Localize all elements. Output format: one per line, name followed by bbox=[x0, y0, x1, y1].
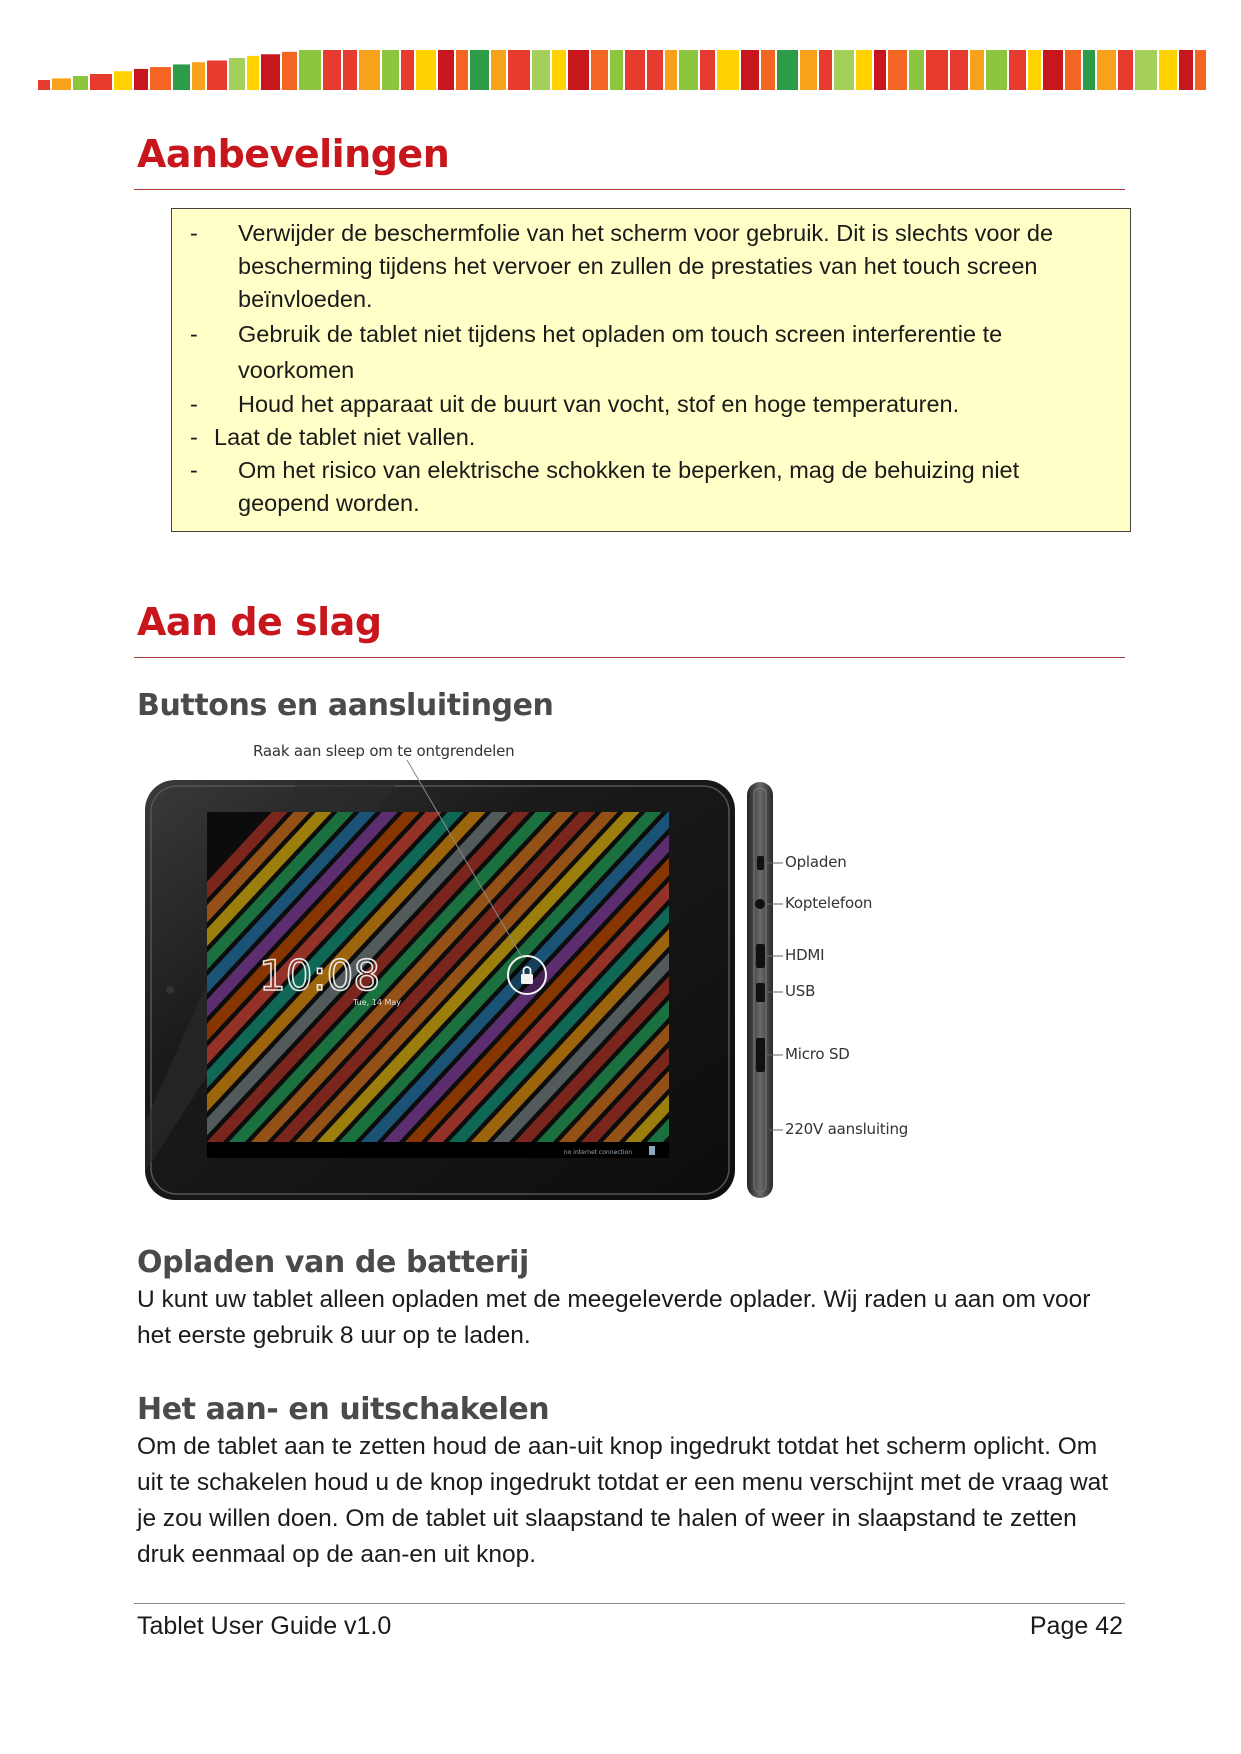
usb-port-icon bbox=[756, 983, 765, 1002]
stripe-bar bbox=[456, 50, 468, 90]
stripe-bar bbox=[1135, 50, 1157, 90]
stripe-bar bbox=[343, 50, 357, 90]
stripe-bar bbox=[1028, 50, 1041, 90]
stripe-bar bbox=[192, 62, 205, 90]
stripe-bar bbox=[856, 50, 872, 90]
dash: - bbox=[190, 424, 198, 450]
stripe-bar bbox=[777, 50, 798, 90]
list-item bbox=[172, 421, 1130, 454]
stripe-bar bbox=[52, 78, 71, 90]
list-item-text: Laat de tablet niet vallen. bbox=[214, 424, 476, 450]
buttons-heading: Buttons en aansluitingen bbox=[137, 688, 554, 723]
stripe-bar bbox=[1043, 50, 1063, 90]
stripe-bar bbox=[761, 50, 775, 90]
title-rule bbox=[134, 189, 1125, 190]
stripe-bar bbox=[591, 50, 608, 90]
stripe-bar bbox=[679, 50, 698, 90]
power-paragraph: Om de tablet aan te zetten houd de aan-uit knop ingedrukt totdat het scherm oplicht. Om uit te schakelen houd u de knop ingedrukt totdat er een menu verschijnt met de vraag wat je zou willen doen. Om de tablet uit slaapstand te halen of weer in slaapstand te zetten druk eenmaal op de aan-en uit knop. bbox=[137, 1433, 1109, 1568]
stripe-bar bbox=[610, 50, 623, 90]
stripe-bar bbox=[114, 71, 132, 90]
list-item bbox=[172, 388, 1130, 421]
stripe-bar bbox=[986, 50, 1007, 90]
camera-icon bbox=[166, 986, 174, 994]
stripe-bar bbox=[532, 50, 550, 90]
stripe-bar bbox=[1097, 50, 1116, 90]
stripe-bar bbox=[647, 50, 663, 90]
list-item bbox=[172, 454, 1130, 520]
charge-port-icon bbox=[757, 856, 764, 870]
footer-title: Tablet User Guide v1.0 bbox=[137, 1612, 392, 1640]
stripe-bar bbox=[1159, 50, 1177, 90]
stripe-bar bbox=[73, 76, 88, 90]
stripe-bar bbox=[717, 50, 739, 90]
port-label-koptelefoon: Koptelefoon bbox=[785, 894, 873, 912]
title-rule bbox=[134, 657, 1125, 658]
header-color-stripe bbox=[38, 50, 1206, 90]
stripe-bar bbox=[568, 50, 589, 90]
hdmi-port-icon bbox=[756, 944, 765, 968]
recommendations-title: Aanbevelingen bbox=[137, 132, 450, 176]
stripe-bar bbox=[134, 69, 148, 90]
stripe-bar bbox=[970, 50, 984, 90]
list-item bbox=[172, 316, 1130, 388]
stripe-bar bbox=[359, 50, 380, 90]
tablet-illustration bbox=[137, 742, 937, 1220]
stripe-bar bbox=[90, 74, 112, 90]
date-text: Tue, 14 May bbox=[353, 998, 402, 1007]
stripe-bar bbox=[207, 61, 227, 91]
dash: - bbox=[190, 321, 198, 347]
stripe-bar bbox=[247, 56, 259, 90]
stripe-bar bbox=[261, 54, 280, 90]
footer-rule bbox=[134, 1603, 1125, 1604]
headphone-port-icon bbox=[755, 899, 765, 909]
charging-heading: Opladen van de batterij bbox=[137, 1245, 529, 1280]
getting-started-title: Aan de slag bbox=[137, 600, 382, 644]
stripe-bar bbox=[950, 50, 968, 90]
list-item-text: Gebruik de tablet niet tijdens het opladen om touch screen interferentie te voorkomen bbox=[238, 321, 1003, 383]
stripe-bar bbox=[909, 50, 924, 90]
stripe-bar bbox=[625, 50, 645, 90]
stripe-bar bbox=[401, 50, 414, 90]
stripe-bar bbox=[1118, 50, 1133, 90]
status-text: no internet connection bbox=[563, 1149, 632, 1156]
charging-paragraph: U kunt uw tablet alleen opladen met de meegeleverde oplader. Wij raden u aan om voor het eerste gebruik 8 uur op te laden. bbox=[137, 1286, 1091, 1349]
port-label-usb: USB bbox=[785, 982, 816, 1000]
stripe-bar bbox=[150, 67, 171, 90]
microsd-slot-icon bbox=[756, 1038, 765, 1072]
stripe-bar bbox=[470, 50, 489, 90]
stripe-bar bbox=[741, 50, 759, 90]
stripe-bar bbox=[229, 58, 245, 90]
stripe-bar bbox=[491, 50, 506, 90]
stripe-bar bbox=[508, 50, 530, 90]
recommendations-list bbox=[172, 217, 1130, 520]
stripe-bar bbox=[552, 50, 566, 90]
list-item-text: Verwijder de beschermfolie van het scherm voor gebruik. Dit is slechts voor de bescherming tijdens het vervoer en zullen de prestaties van het touch screen beïnvloeden. bbox=[238, 220, 1054, 312]
stripe-bar bbox=[874, 50, 886, 90]
recommendations-box bbox=[171, 208, 1131, 532]
list-item-text: Houd het apparaat uit de buurt van vocht, stof en hoge temperaturen. bbox=[238, 391, 960, 417]
stripe-bar bbox=[665, 50, 677, 90]
tablet-figure bbox=[137, 742, 937, 1220]
port-label-microsd: Micro SD bbox=[785, 1045, 850, 1063]
stripe-bar bbox=[323, 50, 341, 90]
stripe-bar bbox=[382, 50, 399, 90]
stripe-bar bbox=[700, 50, 715, 90]
stripe-bar bbox=[1195, 50, 1206, 90]
stripe-bar bbox=[1009, 50, 1026, 90]
unlock-callout: Raak aan sleep om te ontgrendelen bbox=[253, 742, 515, 760]
stripe-bar bbox=[438, 50, 454, 90]
stripe-bar bbox=[834, 50, 854, 90]
page-number: Page 42 bbox=[1029, 1612, 1123, 1640]
clock-text: 10:08 bbox=[259, 951, 381, 1000]
stripe-bar bbox=[819, 50, 832, 90]
dash: - bbox=[190, 220, 198, 246]
stripe-bar bbox=[926, 50, 948, 90]
lock-icon bbox=[521, 974, 533, 984]
dash: - bbox=[190, 457, 198, 483]
list-item-text: Om het risico van elektrische schokken te beperken, mag de behuizing niet geopend worden. bbox=[238, 457, 1020, 516]
stripe-bar bbox=[282, 52, 297, 90]
port-label-hdmi: HDMI bbox=[785, 946, 825, 964]
list-item bbox=[172, 217, 1130, 316]
stripe-bar bbox=[173, 64, 190, 90]
port-label-220v: 220V aansluiting bbox=[785, 1120, 909, 1138]
stripe-bar bbox=[1065, 50, 1081, 90]
stripe-graphic bbox=[38, 50, 1206, 90]
port-label-opladen: Opladen bbox=[785, 853, 847, 871]
dash: - bbox=[190, 391, 198, 417]
stripe-bar bbox=[38, 80, 50, 90]
stripe-bar bbox=[1083, 50, 1095, 90]
stripe-bar bbox=[416, 50, 436, 90]
stripe-bar bbox=[800, 50, 817, 90]
stripe-bar bbox=[888, 50, 907, 90]
stripe-bar bbox=[1179, 50, 1193, 90]
stripe-bar bbox=[299, 50, 321, 90]
power-heading: Het aan- en uitschakelen bbox=[137, 1392, 550, 1427]
battery-icon bbox=[649, 1146, 655, 1155]
